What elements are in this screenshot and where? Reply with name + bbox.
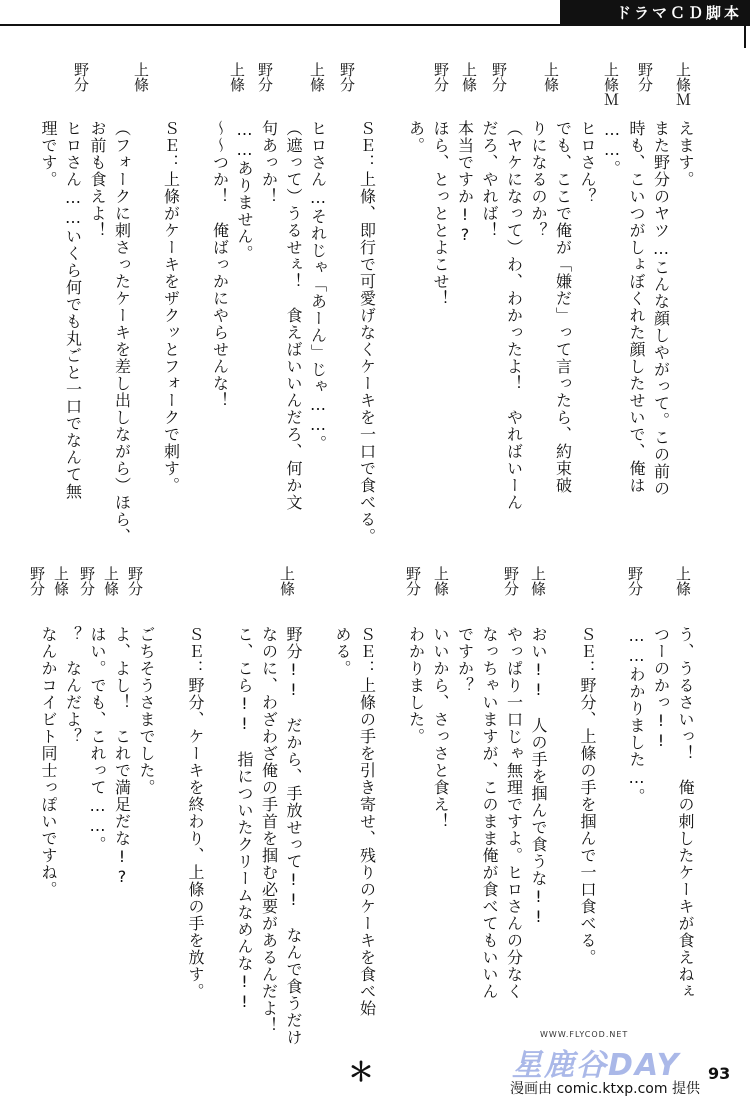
lower-dialogue-line: よ、よし！ これで満足だな!? (112, 626, 132, 887)
upper-dialogue-line: （ヤケになって）わ、わかったよ！ やればいーん (504, 120, 524, 511)
section-asterisk: ＊ (348, 1058, 375, 1088)
lower-dialogue-line: ？ なんだよ？ (63, 626, 83, 745)
lower-speaker-label: 野分 (28, 566, 46, 596)
lower-dialogue-line: いいから、さっさと食え！ (431, 626, 450, 830)
upper-speaker-label: 野分 (432, 62, 450, 92)
lower-dialogue-line: わかりました。 (406, 626, 426, 745)
lower-dialogue-line: ＳＥ：野分、ケーキを終わり、上條の手を放す。 (186, 626, 205, 1000)
lower-dialogue-line: やっぱり一口じゃ無理ですよ。ヒロさんの分なく (504, 626, 524, 1000)
header-title: ドラマＣＤ脚本 (615, 4, 742, 22)
lower-dialogue-line: ですか？ (455, 626, 475, 694)
lower-dialogue-line: なんかコイビト同士っぽいですね。 (39, 626, 58, 898)
corner-bracket (722, 26, 746, 48)
upper-speaker-label: 上條Ｍ (602, 62, 620, 107)
upper-dialogue-line: でも、ここで俺が「嫌だ」って言ったら、約束破 (553, 120, 573, 494)
upper-dialogue-line: 理です。 (39, 120, 58, 188)
upper-speaker-label: 上條 (228, 62, 246, 92)
lower-dialogue-line: なっちゃいますが、このまま俺が食べてもいいん (480, 626, 499, 1000)
upper-dialogue-line: ＳＥ：上條、即行で可愛げなくケーキを一口で食べる。 (357, 120, 377, 545)
upper-dialogue-line: （遮って）うるせぇ！ 食えばいいんだろ、何か文 (284, 120, 303, 511)
upper-dialogue-line: あ。 (406, 120, 426, 154)
logo-url: WWW.FLYCOD.NET (540, 1030, 629, 1039)
upper-speaker-label: 上條 (132, 62, 150, 92)
upper-dialogue-line: ヒロさん…それじゃ「あーん」じゃ……。 (308, 120, 328, 452)
lower-dialogue-line: ……わかりました…。 (627, 626, 646, 805)
credit-text: 漫画由 comic.ktxp.com 提供 (510, 1081, 700, 1097)
lower-dialogue-line: なのに、わざわざ俺の手首を掴む必要があるんだよ！ (259, 626, 279, 1034)
lower-dialogue-line: 野分!! だから、手放せって!! なんで食うだけ (284, 626, 303, 1046)
header-bar (560, 0, 750, 24)
upper-speaker-label: 野分 (72, 62, 90, 92)
upper-dialogue-line: ＳＥ：上條がケーキをザクッとフォークで刺す。 (161, 120, 181, 494)
logo-watermark: 星鹿谷DAY (512, 1048, 681, 1083)
page-number: 93 (708, 1064, 731, 1083)
lower-dialogue-line: こ、こら!! 指についたクリームなめんな!! (235, 626, 254, 1012)
lower-dialogue-line: はい。でも、これって……。 (88, 626, 107, 853)
lower-speaker-label: 野分 (78, 566, 96, 596)
upper-dialogue-line: 句あっか！ (259, 120, 279, 205)
upper-speaker-label: 野分 (338, 62, 356, 92)
lower-speaker-label: 上條 (432, 566, 450, 596)
header-rule (0, 24, 750, 26)
upper-dialogue-line: ヒロさん……いくら何でも丸ごと一口でなんて無 (63, 120, 83, 500)
lower-dialogue-line: める。 (333, 626, 352, 677)
upper-speaker-label: 上條 (460, 62, 478, 92)
upper-dialogue-line: ～～つか！ 俺ばっかにやらせんな！ (210, 120, 230, 409)
upper-dialogue-line: 時も、こいつがしょぼくれた顔したせいで、俺は (627, 120, 646, 494)
lower-speaker-label: 上條 (674, 566, 692, 596)
upper-speaker-label: 上條 (308, 62, 326, 92)
lower-speaker-label: 野分 (502, 566, 520, 596)
upper-dialogue-line: お前も食えよ！ (88, 120, 107, 239)
lower-dialogue-line: おい!! 人の手を掴んで食うな!! (529, 626, 548, 927)
upper-speaker-label: 野分 (256, 62, 274, 92)
upper-dialogue-line: 本当ですか!? (455, 120, 475, 245)
lower-speaker-label: 上條 (278, 566, 296, 596)
lower-dialogue-line: ＳＥ：野分、上條の手を掴んで一口食べる。 (578, 626, 597, 966)
lower-speaker-label: 野分 (126, 566, 144, 596)
upper-dialogue-line: ……ありません。 (235, 120, 254, 262)
lower-dialogue-line: つーのかっ!! (651, 626, 671, 751)
lower-dialogue-line: ＳＥ：上條の手を引き寄せ、残りのケーキを食べ始 (357, 626, 377, 1017)
lower-dialogue-line: う、うるさいっ！ 俺の刺したケーキが食えねぇ (676, 626, 695, 1000)
upper-speaker-label: 野分 (490, 62, 508, 92)
upper-speaker-label: 上條Ｍ (674, 62, 692, 107)
upper-dialogue-line: だろ、やれば！ (480, 120, 499, 239)
lower-speaker-label: 野分 (626, 566, 644, 596)
upper-dialogue-line: ほら、とっととよこせ！ (431, 120, 450, 307)
upper-speaker-label: 上條 (542, 62, 560, 92)
upper-dialogue-line: また野分のヤツ…こんな顔しやがって。この前の (651, 120, 671, 497)
lower-speaker-label: 上條 (529, 566, 547, 596)
lower-dialogue-line: ごちそうさまでした。 (137, 626, 156, 796)
lower-speaker-label: 上條 (52, 566, 70, 596)
upper-dialogue-line: えます。 (676, 120, 695, 188)
lower-speaker-label: 野分 (404, 566, 422, 596)
upper-dialogue-line: （フォークに刺さったケーキを差し出しながら）ほら、 (112, 120, 132, 545)
upper-dialogue-line: ……。 (602, 120, 622, 177)
upper-dialogue-line: ヒロさん？ (578, 120, 597, 205)
upper-speaker-label: 野分 (636, 62, 654, 92)
upper-dialogue-line: りになるのか？ (529, 120, 548, 239)
lower-speaker-label: 上條 (102, 566, 120, 596)
